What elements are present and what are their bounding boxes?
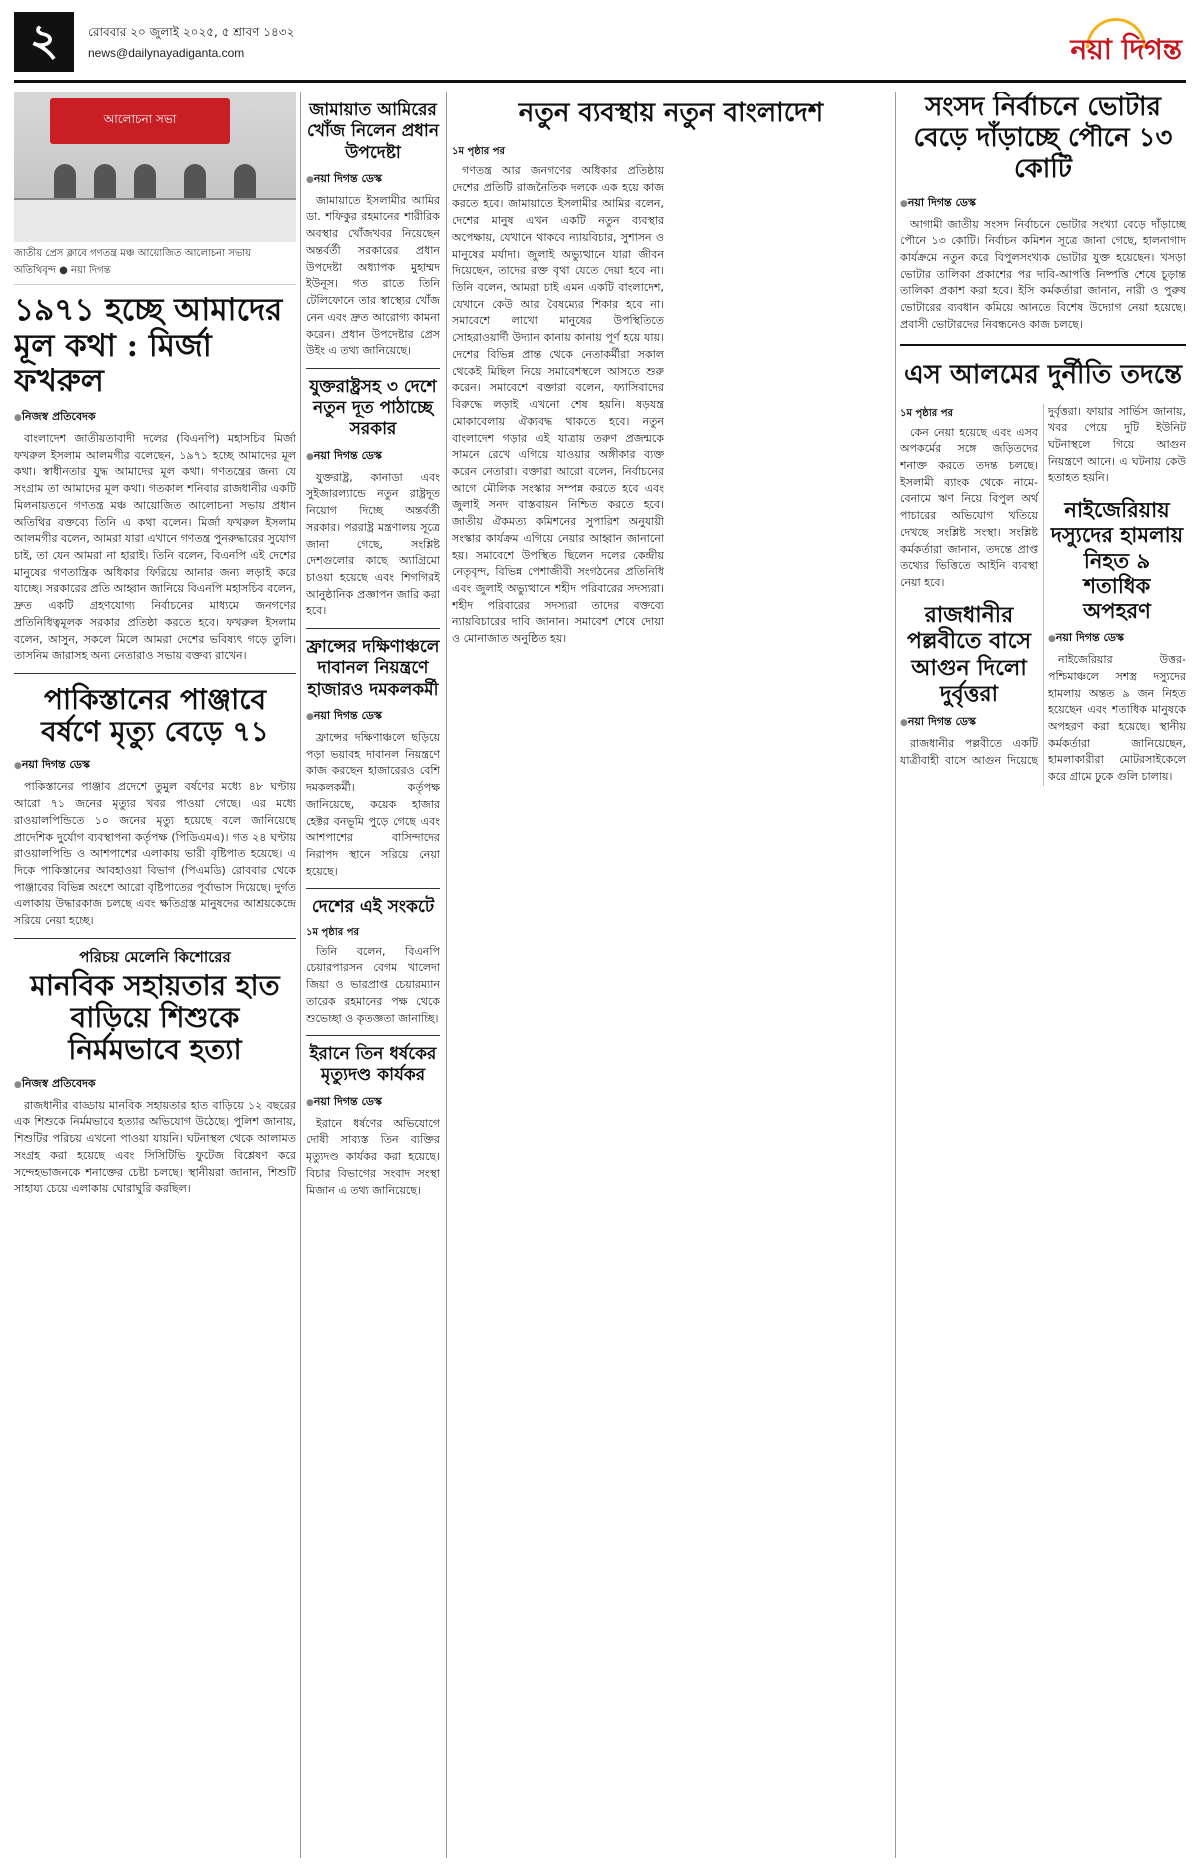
logo-text: নয়া দিগন্ত [1070, 33, 1182, 66]
divider [306, 888, 440, 889]
byline: ● নয়া দিগন্ত ডেস্ক [306, 170, 440, 189]
divider [306, 1035, 440, 1036]
story-body: যুক্তরাষ্ট্র, কানাডা এবং সুইজারল্যান্ডে নতুন রাষ্ট্রদূত নিয়োগ দিচ্ছে অন্তর্বর্তী সরকার। পররাষ্ট্র মন্ত্রণালয় সূত্রে জানা গেছে, সংশ্লিষ্ট দেশগুলোর কাছে অ্যাগ্রিমো চাওয়া হয়েছে এবং শিগগিরই আনুষ্ঠানিক প্রজ্ঞাপন জারি করা হবে। [306, 470, 440, 618]
story-body: রাজধানীর বাড্ডায় মানবিক সহায়তার হাত বাড়িয়ে ১২ বছরের এক শিশুকে নির্মমভাবে হত্যার অভিযোগ উঠেছে। পুলিশ জানায়, শিশুটির পরিচয় এখনো পাওয়া যায়নি। ঘটনাস্থল থেকে আলামত সংগ্রহ করা হয়েছে এবং সিসিটিভি ফুটেজ বিশ্লেষণ করে সন্দেহভাজনকে শনাক্তের চেষ্টা চলছে। স্থানীয়রা জানান, শিশুটি সাহায্য চেয়ে এলাকায় ঘোরাঘুরি করছিল। [14, 1098, 296, 1196]
story-body: কেন নেয়া হয়েছে এবং এসব অপকর্মের সঙ্গে জড়িতদের শনাক্ত করতে তদন্ত চলছে। ইসলামী ব্যাংক থেকে নামে-বেনামে ঋণ নিয়ে বিপুল অর্থ পাচারের অভিযোগ খতিয়ে দেখছে সংশ্লিষ্ট সংস্থা। সংশ্লিষ্ট কর্মকর্তারা জানান, তদন্তে প্রাপ্ত তথ্যের ভিত্তিতে আইনি ব্যবস্থা নেয়া হবে। [900, 425, 1038, 590]
divider [306, 628, 440, 629]
byline: ● নয়া দিগন্ত ডেস্ক [14, 756, 296, 775]
headline-es-alam[interactable]: এস আলমের দুর্নীতি তদন্তে [900, 344, 1186, 398]
continued-label: ১ম পৃষ্ঠার পর [900, 407, 953, 419]
story-body: ইরানে ধর্ষণের অভিযোগে দোষী সাব্যস্ত তিন ব্যক্তির মৃত্যুদণ্ড কার্যকর করা হয়েছে। বিচার বিভাগের সংবাদ সংস্থা মিজান এ তথ্য জানিয়েছে। [306, 1116, 440, 1197]
story-body: আগামী জাতীয় সংসদ নির্বাচনে ভোটার সংখ্যা বেড়ে দাঁড়াচ্ছে পৌনে ১৩ কোটি। নির্বাচন কমিশন সূত্রে জানা গেছে, হালনাগাদ কার্যক্রমে নতুন করে বিপুলসংখ্যক ভোটার যুক্ত হয়েছেন। খসড়া ভোটার তালিকা প্রকাশের পর দাবি-আপত্তি নিষ্পত্তি শেষে চূড়ান্ত তালিকা প্রকাশ করা হবে। ইসি কর্মকর্তারা জানান, নারী ও পুরুষ ভোটারের ব্যবধান কমিয়ে আনতে বিশেষ উদ্যোগ নেয়া হয়েছে। প্রবাসী ভোটারদের নিবন্ধনেও কাজ চলছে। [900, 217, 1186, 331]
headline-desh[interactable]: দেশের এই সংকটে [311, 897, 435, 918]
masthead-logo [1006, 18, 1186, 66]
headline-jamaat[interactable]: জামায়াত আমিরের খোঁজ নিলেন প্রধান উপদেষ্টা [307, 100, 439, 163]
story-body: রাজধানীর পল্লবীতে একটি যাত্রীবাহী বাসে আগুন দিয়েছে দুর্বৃত্তরা। ফায়ার সার্ভিস জানায়, খবর পেয়ে দুটি ইউনিট ঘটনাস্থলে গিয়ে আগুন নিয়ন্ত্রণে আনে। এ ঘটনায় কেউ হতাহত হয়নি। [900, 404, 1186, 768]
headline-pakistan[interactable]: পাকিস্তানের পাঞ্জাবে বর্ষণে মৃত্যু বেড়ে ৭১ [41, 682, 269, 749]
page-number: ২ [14, 12, 74, 72]
continued-label: ১ম পৃষ্ঠার পর [306, 926, 359, 938]
column-divider [446, 92, 447, 1858]
divider [14, 673, 296, 674]
column-divider [300, 92, 301, 1858]
story-body: জামায়াতে ইসলামীর আমির ডা. শফিকুর রহমানের শারীরিক অবস্থার খোঁজখবর নিয়েছেন অন্তর্বর্তী সরকারের প্রধান উপদেষ্টা অধ্যাপক মুহাম্মদ ইউনূস। গত রাতে তিনি টেলিফোনে তার স্বাস্থ্যের খোঁজ নেন এবং দ্রুত আরোগ্য কামনা করেন। প্রধান উপদেষ্টার প্রেস উইং এ তথ্য জানিয়েছে। [306, 193, 440, 358]
byline: ● নয়া দিগন্ত ডেস্ক [306, 447, 440, 466]
column-left [14, 92, 296, 1858]
photo-banner: আলোচনা সভা [50, 98, 230, 144]
story-body: তিনি বলেন, বিএনপি চেয়ারপারসন বেগম খালেদা জিয়া ও ভারপ্রাপ্ত চেয়ারম্যান তারেক রহমানের পক্ষ থেকে শুভেচ্ছা ও কৃতজ্ঞতা জানাচ্ছি। [306, 944, 440, 1025]
byline: ● নয়া দিগন্ত ডেস্ক [1048, 629, 1186, 648]
photo-table [14, 198, 296, 242]
kicker: পরিচয় মেলেনি কিশোরের [79, 947, 231, 966]
headline-sangsad[interactable]: সংসদ নির্বাচনে ভোটার বেড়ে দাঁড়াচ্ছে পৌনে ১৩ কোটি [913, 92, 1173, 185]
headline-1971[interactable]: ১৯৭১ হচ্ছে আমাদের মূল কথা : মির্জা ফখরুল [14, 292, 283, 400]
byline: ● নিজস্ব প্রতিবেদক [14, 1075, 296, 1094]
byline: ● নয়া দিগন্ত ডেস্ক [306, 707, 440, 726]
headline-lead[interactable]: নতুন ব্যবস্থায় নতুন বাংলাদেশ [518, 98, 824, 128]
story-body: পাকিস্তানের পাঞ্জাব প্রদেশে তুমুল বর্ষণের মধ্যে ৪৮ ঘণ্টায় আরো ৭১ জনের মৃত্যুর খবর পাওয়া গেছে। এর মধ্যে রাওয়ালপিন্ডিতে ১০ জনের মৃত্যু হয়েছে বলে জানিয়েছে প্রাদেশিক দুর্যোগ ব্যবস্থাপনা কর্তৃপক্ষ (পিডিএমএ)। গত ২৪ ঘণ্টায় রাওয়ালপিন্ডি ও আশপাশের এলাকায় ভারী বৃষ্টিপাত হয়েছে। এ দিকে পাকিস্তানের আবহাওয়া বিভাগ (পিএমডি) রোববার থেকে পাঞ্জাবের বিভিন্ন অংশে আরো বৃষ্টিপাতের পূর্বাভাস দিয়েছে। দুর্গত এলাকায় উদ্ধারকাজ চলছে এবং ক্ষতিগ্রস্ত মানুষদের আশ্রয়কেন্দ্রে সরিয়ে নেয়া হচ্ছে। [14, 780, 296, 928]
byline: ● নয়া দিগন্ত ডেস্ক [900, 713, 1038, 732]
divider [306, 368, 440, 369]
page-header [14, 12, 1186, 74]
headline-kishor[interactable]: মানবিক সহায়তার হাত বাড়িয়ে শিশুকে নির্মমভাবে হত্যা [30, 969, 280, 1067]
contact-email[interactable]: news@dailynayadiganta.com [88, 46, 245, 60]
byline: ● নয়া দিগন্ত ডেস্ক [900, 194, 1186, 213]
headline-nigeria[interactable]: নাইজেরিয়ায় দস্যুদের হামলায় নিহত ৯ শতাধিক অপহরণ [1050, 497, 1184, 623]
lead-text-columns [452, 142, 890, 1858]
byline: ● নিজস্ব প্রতিবেদক [14, 408, 296, 427]
headline-france[interactable]: ফ্রান্সের দক্ষিণাঞ্চলে দাবানল নিয়ন্ত্রণে হাজারও দমকলকর্মী [306, 637, 440, 700]
photo-caption: জাতীয় প্রেস ক্লাবে গণতন্ত্র মঞ্চ আয়োজিত আলোচনা সভায় অতিথিবৃন্দ ● নয়া দিগন্ত [14, 246, 296, 285]
divider [14, 938, 296, 939]
column-divider [895, 92, 896, 1858]
news-photo [14, 92, 296, 242]
byline: ● নয়া দিগন্ত ডেস্ক [306, 1093, 440, 1112]
headline-us[interactable]: যুক্তরাষ্ট্রসহ ৩ দেশে নতুন দূত পাঠাচ্ছে সরকার [309, 376, 437, 440]
column-right [900, 92, 1186, 1858]
story-body: নাইজেরিয়ার উত্তর-পশ্চিমাঞ্চলে সশস্ত্র দস্যুদের হামলায় অন্তত ৯ জন নিহত হয়েছেন এবং শতাধিক মানুষকে অপহরণ করা হয়েছে। স্থানীয় কর্মকর্তারা জানিয়েছেন, হামলাকারীরা মোটরসাইকেলে করে গ্রামে ঢুকে গুলি চালায়। [1048, 653, 1186, 784]
continued-label: ১ম পৃষ্ঠার পর [452, 146, 505, 157]
header-rule [14, 80, 1186, 83]
story-body: ফ্রান্সের দক্ষিণাঞ্চলে ছড়িয়ে পড়া ভয়াবহ দাবানল নিয়ন্ত্রণে কাজ করছেন হাজারেরও বেশি দমকলকর্মী। কর্তৃপক্ষ জানিয়েছে, কয়েক হাজার হেক্টর বনভূমি পুড়ে গেছে এবং আশপাশের বাসিন্দাদের নিরাপদ স্থানে সরিয়ে নেয়া হয়েছে। [306, 730, 440, 878]
headline-bus[interactable]: রাজধানীর পল্লবীতে বাসে আগুন দিলো দুর্বৃত্তরা [906, 601, 1032, 707]
column-lead [452, 92, 890, 1858]
headline-iran[interactable]: ইরানে তিন ধর্ষকের মৃত্যুদণ্ড কার্যকর [309, 1044, 437, 1086]
es-text-columns [900, 404, 1186, 786]
issue-date: রোববার ২০ জুলাই ২০২৫, ৫ শ্রাবণ ১৪৩২ [88, 25, 295, 39]
story-body: বাংলাদেশ জাতীয়তাবাদী দলের (বিএনপি) মহাসচিব মির্জা ফখরুল ইসলাম আলমগীর বলেছেন, ১৯৭১ হচ্ছে আমাদের মূল কথা। স্বাধীনতার যুদ্ধ আমাদের মূল কথা। গণতন্ত্রের জন্য যে সংগ্রাম তা আমাদের মূল কথা। গতকাল শনিবার রাজধানীর একটি মিলনায়তনে গণতন্ত্র মঞ্চ আয়োজিত আলোচনা সভায় প্রধান অতিথির বক্তব্যে তিনি এ কথা বলেন। মির্জা ফখরুল ইসলাম আলমগীর বলেন, আমরা যারা এখানে গণতন্ত্র পুনরুদ্ধারের সুযোগ চাই, তা যেন আমরা না হারাই। তিনি বলেন, বিএনপি এই দেশের মানুষের গণতান্ত্রিক অধিকার ফিরিয়ে আনার জন্য লড়াই করে যাচ্ছে। সরকারের প্রতি আহ্বান জানিয়ে বিএনপি মহাসচিব বলেন, দ্রুত একটি গ্রহণযোগ্য নির্বাচনের মাধ্যমে জনগণের প্রতিনিধিত্বমূলক সরকার প্রতিষ্ঠা করতে হবে। ফখরুল ইসলাম বলেন, আসুন, সকলে মিলে আমরা দেশের ভবিষ্যৎ গড়ে তুলি। তাসনিম জারাসহ অন্য নেতারাও সভায় বক্তব্য রাখেন। [14, 431, 296, 663]
column-narrow [306, 92, 440, 1858]
story-body: গণতন্ত্র আর জনগণের অধিকার প্রতিষ্ঠায় দেশের প্রতিটি রাজনৈতিক দলকে এক হয়ে কাজ করতে হবে। জামায়াতে ইসলামীর আমির বলেন, দেশের মানুষ এখন একটি নতুন ব্যবস্থার অপেক্ষায়, যেখানে থাকবে ন্যায়বিচার, সুশাসন ও মানুষের মর্যাদা। জুলাই অভ্যুত্থানে যারা জীবন দিয়েছেন, তাদের রক্ত বৃথা যেতে দেয়া হবে না। তিনি বলেন, আমরা চাই এমন একটি বাংলাদেশ, যেখানে কেউ আর বৈষম্যের শিকার হবে না। সমাবেশে লাখো মানুষের উপস্থিতিতে সোহরাওয়ার্দী উদ্যান কানায় কানায় পূর্ণ হয়ে যায়। দেশের বিভিন্ন প্রান্ত থেকে নেতাকর্মীরা সকাল থেকেই মিছিল নিয়ে সমাবেশস্থলে আসতে শুরু করেন। সমাবেশে বক্তারা বলেন, ফ্যাসিবাদের বিরুদ্ধে লড়াই এখনো শেষ হয়নি। ষড়যন্ত্র মোকাবেলায় ঐক্যবদ্ধ থাকতে হবে। নতুন বাংলাদেশ গড়ার এই যাত্রায় তরুণ প্রজন্মকে সামনে রেখে এগিয়ে যাওয়ার অঙ্গীকার ব্যক্ত করেন নেতারা। বক্তারা আরো বলেন, নির্বাচনের আগে মৌলিক সংস্কার সম্পন্ন করতে হবে এবং জুলাই সনদ বাস্তবায়ন নিশ্চিত করতে হবে। জাতীয় ঐকমত্য কমিশনের সুপারিশ অনুযায়ী সংস্কার কার্যক্রম এগিয়ে নেয়ার আহ্বান জানানো হয়। সমাবেশে উপস্থিত ছিলেন দলের কেন্দ্রীয় নেতৃবৃন্দ, বিভিন্ন পেশাজীবী সংগঠনের প্রতিনিধি এবং জুলাই অভ্যুত্থানে শহীদ পরিবারের সদস্যরা। শহীদ পরিবারের সদস্যরা তাদের বক্তব্যে ন্যায়বিচারের দাবি জানান। সমাবেশ শেষে দোয়া ও মোনাজাত অনুষ্ঠিত হয়। [452, 164, 664, 646]
